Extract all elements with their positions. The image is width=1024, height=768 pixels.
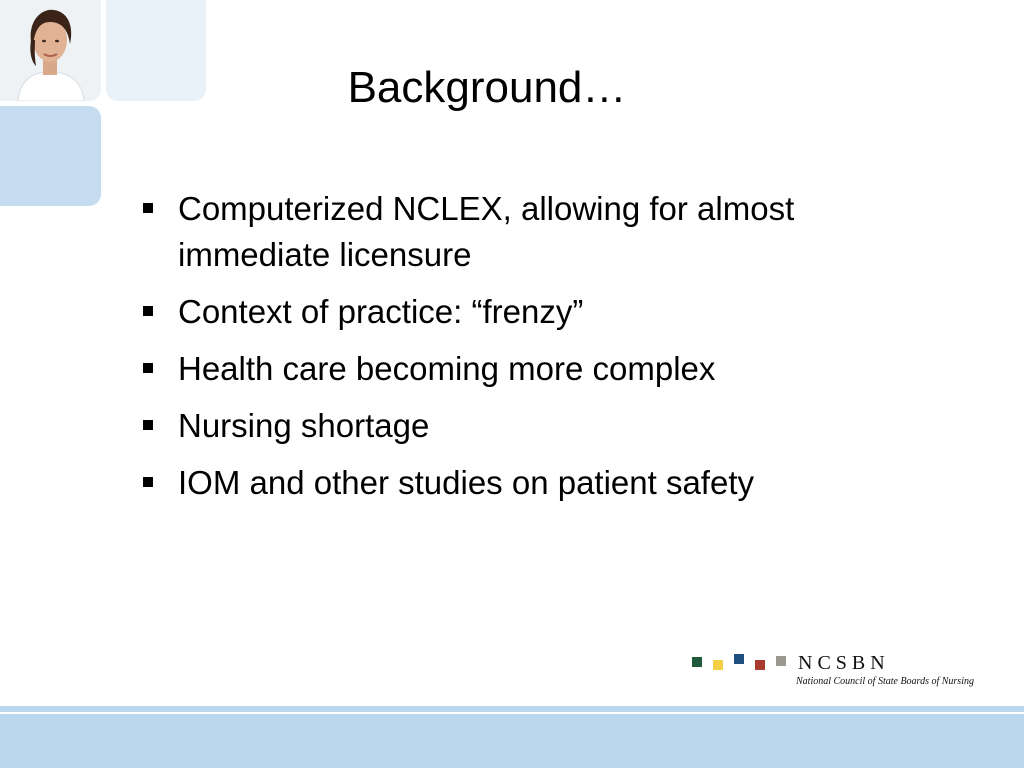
bullet-item [141, 460, 941, 506]
logo-square-icon [692, 657, 702, 667]
square-bullet-icon [143, 363, 153, 373]
logo-square-icon [755, 660, 765, 670]
bullet-text: IOM and other studies on patient safety [178, 464, 755, 501]
bullet-item [141, 346, 941, 392]
slide-title [0, 58, 1000, 118]
bullet-item [141, 186, 941, 278]
logo-name: NCSBN [798, 652, 890, 674]
bullet-item [141, 289, 941, 335]
bullet-text: Context of practice: “frenzy” [178, 293, 584, 330]
bullet-text: Health care becoming more complex [178, 350, 716, 387]
logo-square-icon [776, 656, 786, 666]
square-bullet-icon [143, 420, 153, 430]
slide-title-text: Background… [347, 63, 627, 112]
logo-square-icon [713, 660, 723, 670]
logo-square-icon [734, 654, 744, 664]
bullet-item [141, 403, 941, 449]
square-bullet-icon [143, 477, 153, 487]
logo-subtitle: National Council of State Boards of Nursing [796, 676, 974, 687]
bullet-list [141, 186, 941, 517]
bullet-text: Computerized NCLEX, allowing for almost immediate licensure [178, 190, 795, 273]
footer-band [0, 714, 1024, 768]
square-bullet-icon [143, 306, 153, 316]
decorative-tile-blue [0, 106, 101, 206]
bullet-text: Nursing shortage [178, 407, 430, 444]
ncsbn-logo [692, 652, 982, 692]
square-bullet-icon [143, 203, 153, 213]
